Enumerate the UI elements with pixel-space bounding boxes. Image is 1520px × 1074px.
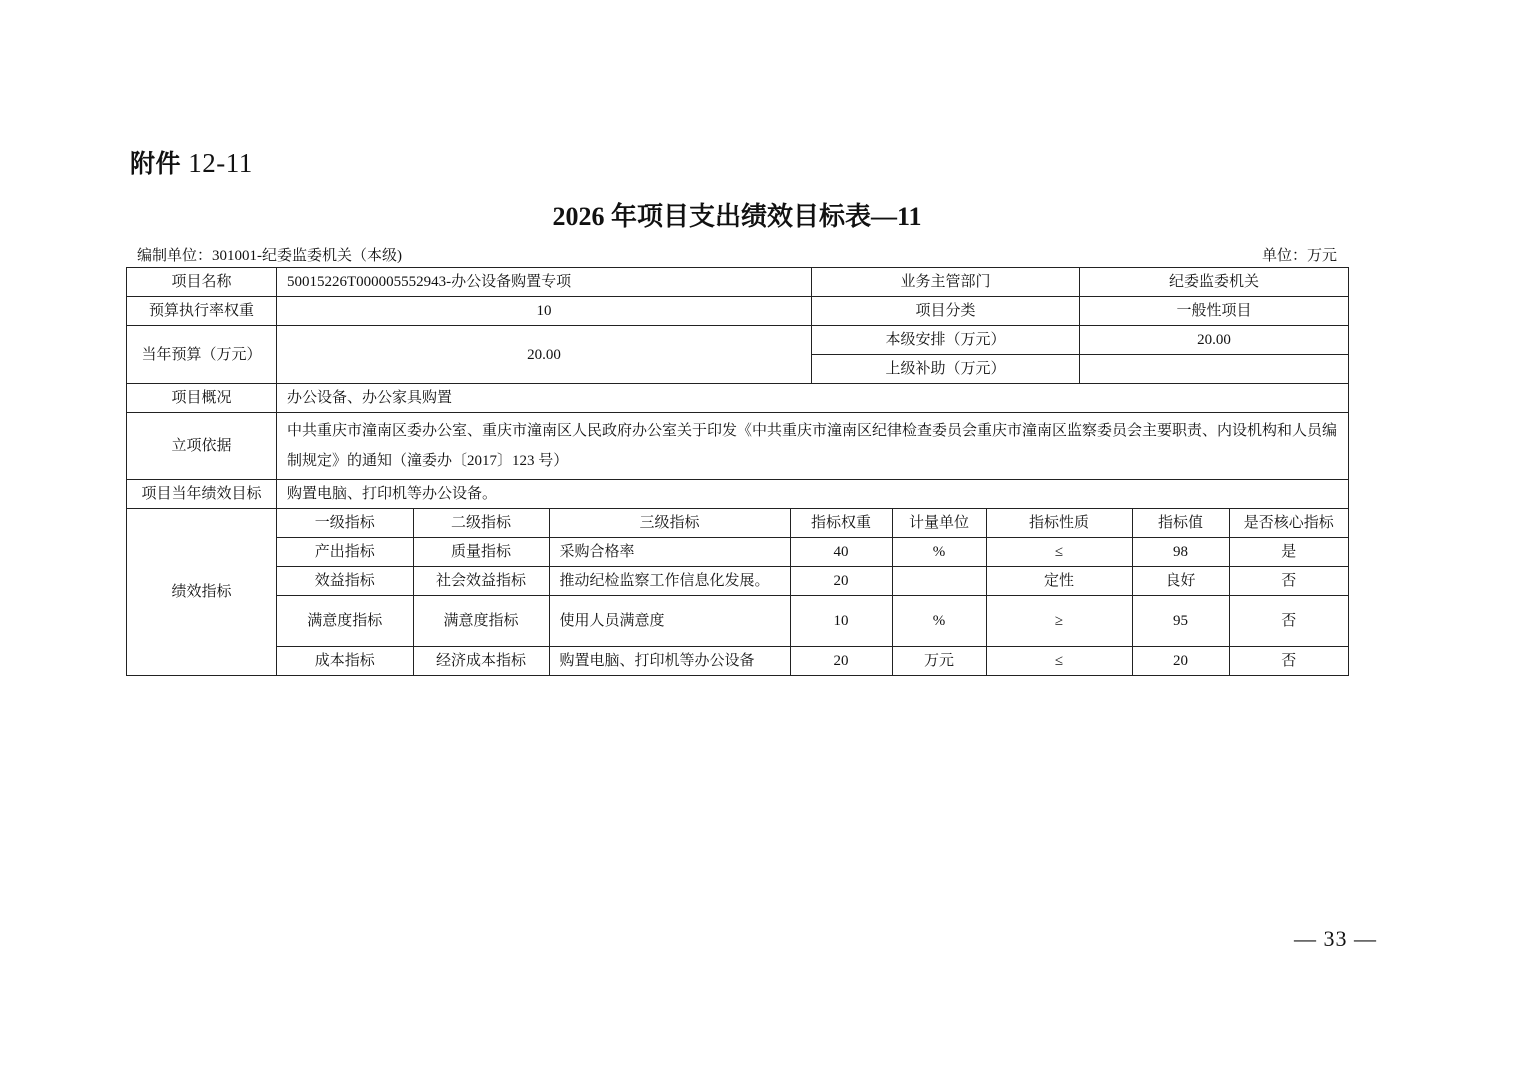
page-number: — 33 — xyxy=(1294,926,1377,951)
currency-unit: 单位：万元 xyxy=(1261,248,1337,264)
indicator-level1: 满意度指标 xyxy=(277,596,413,647)
indicators-header-row xyxy=(277,509,1348,538)
indicators-table xyxy=(277,509,1348,675)
col-header: 一级指标 xyxy=(277,509,413,538)
indicator-level2: 满意度指标 xyxy=(413,596,549,647)
indicator-level3: 推动纪检监察工作信息化发展。 xyxy=(549,567,790,596)
superior-subsidy-label: 上级补助（万元） xyxy=(812,355,1080,384)
attachment-label: 附件 xyxy=(130,149,182,178)
indicator-row xyxy=(277,647,1348,676)
indicators-label: 绩效指标 xyxy=(127,509,277,676)
category-label: 项目分类 xyxy=(812,297,1080,326)
indicator-unit: % xyxy=(892,596,986,647)
compiling-unit: 编制单位：301001-纪委监委机关（本级) xyxy=(137,248,402,264)
table-row xyxy=(127,268,1349,297)
budget-value: 20.00 xyxy=(277,326,812,384)
indicator-nature: ≤ xyxy=(986,647,1132,676)
indicator-value: 95 xyxy=(1132,596,1229,647)
weight-value: 10 xyxy=(277,297,812,326)
basis-label: 立项依据 xyxy=(127,413,277,480)
table-row xyxy=(127,480,1349,509)
indicator-level1: 效益指标 xyxy=(277,567,413,596)
indicator-core: 否 xyxy=(1229,567,1348,596)
indicator-row xyxy=(277,538,1348,567)
project-name-value: 50015226T000005552943-办公设备购置专项 xyxy=(277,268,812,297)
project-name-label: 项目名称 xyxy=(127,268,277,297)
table-row xyxy=(127,509,1349,676)
overview-value: 办公设备、办公家具购置 xyxy=(277,384,1349,413)
table-row xyxy=(127,413,1349,480)
indicator-weight: 20 xyxy=(790,567,892,596)
attachment-number: 12-11 xyxy=(188,148,253,178)
weight-label: 预算执行率权重 xyxy=(127,297,277,326)
col-header: 指标值 xyxy=(1132,509,1229,538)
indicator-unit: % xyxy=(892,538,986,567)
indicator-core: 否 xyxy=(1281,653,1297,669)
attachment-heading xyxy=(130,144,253,180)
indicator-level2: 社会效益指标 xyxy=(413,567,549,596)
page-title: 2026 年项目支出绩效目标表—11 xyxy=(552,202,922,231)
basis-value: 中共重庆市潼南区委办公室、重庆市潼南区人民政府办公室关于印发《中共重庆市潼南区纪律检查委员会重庆市潼南区监察委员会主要职责、内设机构和人员编制规定》的通知（潼委办〔2017〕123 号） xyxy=(277,413,1349,480)
local-arrangement-value: 20.00 xyxy=(1080,326,1349,355)
indicator-core: 是 xyxy=(1229,538,1348,567)
indicator-unit: 万元 xyxy=(892,647,986,676)
local-arrangement-label: 本级安排（万元） xyxy=(812,326,1080,355)
indicator-value: 98 xyxy=(1132,538,1229,567)
indicator-level3: 使用人员满意度 xyxy=(549,596,790,647)
col-header: 计量单位 xyxy=(892,509,986,538)
dept-value: 纪委监委机关 xyxy=(1080,268,1349,297)
col-header: 指标权重 xyxy=(790,509,892,538)
dept-label: 业务主管部门 xyxy=(812,268,1080,297)
indicator-weight: 40 xyxy=(790,538,892,567)
category-value: 一般性项目 xyxy=(1080,297,1349,326)
indicator-level2: 经济成本指标 xyxy=(413,647,549,676)
annual-goal-value: 购置电脑、打印机等办公设备。 xyxy=(277,480,1349,509)
performance-target-table xyxy=(126,267,1349,676)
indicator-level3: 购置电脑、打印机等办公设备 xyxy=(549,647,790,676)
col-header: 指标性质 xyxy=(986,509,1132,538)
indicator-nature: ≥ xyxy=(986,596,1132,647)
indicator-value: 20 xyxy=(1132,647,1229,676)
table-row xyxy=(127,326,1349,355)
indicator-level1: 产出指标 xyxy=(277,538,413,567)
indicator-nature: ≤ xyxy=(986,538,1132,567)
indicator-nature: 定性 xyxy=(986,567,1132,596)
superior-subsidy-value xyxy=(1080,355,1349,384)
budget-label: 当年预算（万元） xyxy=(127,326,277,384)
indicator-core: 否 xyxy=(1229,596,1348,647)
table-row xyxy=(127,297,1349,326)
indicator-row xyxy=(277,567,1348,596)
col-header: 三级指标 xyxy=(549,509,790,538)
annual-goal-label: 项目当年绩效目标 xyxy=(127,480,277,509)
table-row xyxy=(127,384,1349,413)
overview-label: 项目概况 xyxy=(127,384,277,413)
indicator-level3: 采购合格率 xyxy=(549,538,790,567)
col-header: 二级指标 xyxy=(413,509,549,538)
indicator-level1: 成本指标 xyxy=(277,647,413,676)
indicator-weight: 20 xyxy=(790,647,892,676)
indicators-cell xyxy=(277,509,1349,676)
indicator-weight: 10 xyxy=(790,596,892,647)
indicator-level2: 质量指标 xyxy=(413,538,549,567)
indicator-row xyxy=(277,596,1348,647)
indicator-value: 良好 xyxy=(1132,567,1229,596)
col-header: 是否核心指标 xyxy=(1229,509,1348,538)
indicator-unit xyxy=(892,567,986,596)
